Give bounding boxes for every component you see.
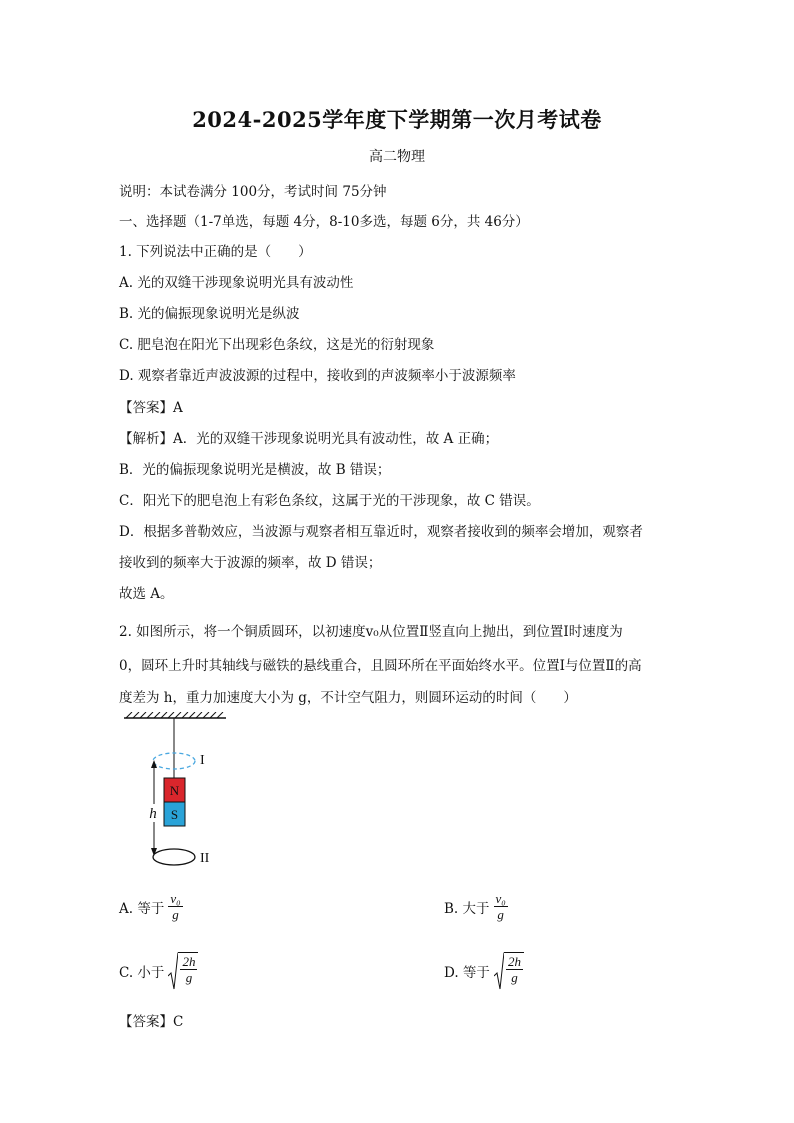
page-subtitle: 高二物理	[369, 149, 425, 165]
magnet-n-label: N	[169, 783, 180, 798]
fraction-denominator: g	[497, 907, 504, 922]
fraction-numerator: 2h	[182, 954, 196, 969]
fraction-numerator: v₀	[170, 891, 181, 906]
q1-analysis-line: 故选 A。	[119, 586, 174, 602]
section-heading: 一、选择题（1-7单选，每题 4分，8-10多选，每题 6分，共 46分）	[119, 214, 529, 230]
q1-analysis-line: D．根据多普勒效应，当波源与观察者相互靠近时，观察者接收到的频率会增加，观察者	[119, 524, 643, 540]
q1-analysis-line: 【解析】A．光的双缝干涉现象说明光具有波动性，故 A 正确；	[119, 431, 499, 447]
label-position-1: I	[200, 753, 205, 768]
q1-answer: 【答案】A	[119, 400, 183, 416]
q2-stem-line: 2. 如图所示，将一个铜质圆环，以初速度v₀从位置Ⅱ竖直向上抛出，到位置Ⅰ时速度为	[119, 624, 623, 640]
fraction-denominator: g	[172, 907, 179, 922]
q1-option-a: A. 光的双缝干涉现象说明光具有波动性	[119, 275, 354, 291]
fraction-denominator: g	[185, 970, 193, 985]
q1-analysis-line: B．光的偏振现象说明光是横波，故 B 错误；	[119, 462, 391, 478]
q2-option-d-prefix: D. 等于	[444, 965, 490, 981]
fraction-numerator: 2h	[507, 954, 521, 969]
arrow-head-up	[151, 760, 157, 768]
square-root	[494, 952, 524, 990]
radical-sign-icon	[168, 952, 178, 990]
q2-stem-line: 度差为 h，重力加速度大小为 g，不计空气阻力，则圆环运动的时间（ ）	[119, 690, 577, 706]
q2-option-a-prefix: A. 等于	[119, 900, 165, 917]
q2-option-c	[119, 952, 198, 990]
q1-analysis-line: 接收到的频率大于波源的频率，故 D 错误；	[119, 555, 382, 571]
square-root	[168, 952, 198, 990]
q2-option-d	[444, 952, 524, 990]
label-position-2: II	[200, 851, 210, 866]
q1-option-b: B. 光的偏振现象说明光是纵波	[119, 306, 300, 322]
q1-analysis-line: C．阳光下的肥皂泡上有彩色条纹，这属于光的干涉现象，故 C 错误。	[119, 493, 540, 509]
page-title: 2024-2025学年度下学期第一次月考试卷	[192, 107, 602, 132]
q2-stem-line: 0，圆环上升时其轴线与磁铁的悬线重合，且圆环所在平面始终水平。位置Ⅰ与位置Ⅱ的高	[119, 658, 642, 674]
fraction	[168, 891, 182, 922]
fraction	[180, 954, 197, 985]
magnet-s-label: S	[170, 807, 179, 822]
q2-option-a	[119, 891, 183, 922]
q1-stem: 1. 下列说法中正确的是（ ）	[119, 244, 312, 260]
q2-option-b-prefix: B. 大于	[444, 900, 490, 917]
q1-option-c: C. 肥皂泡在阳光下出现彩色条纹，这是光的衍射现象	[119, 337, 435, 353]
q2-option-c-prefix: C. 小于	[119, 965, 165, 981]
fraction	[506, 954, 523, 985]
q2-answer: 【答案】C	[119, 1014, 184, 1030]
ceiling-hatch	[126, 712, 223, 718]
fraction-numerator: v₀	[495, 891, 506, 906]
ring-position-2	[153, 849, 195, 865]
q2-option-b	[444, 891, 508, 922]
exam-note: 说明：本试卷满分 100分，考试时间 75分钟	[119, 184, 387, 200]
q1-option-d: D. 观察者靠近声波波源的过程中，接收到的声波频率小于波源频率	[119, 368, 516, 384]
height-label: h	[149, 806, 157, 822]
q2-figure	[120, 712, 250, 872]
radical-sign-icon	[494, 952, 504, 990]
fraction-denominator: g	[511, 970, 518, 985]
fraction	[494, 891, 508, 922]
